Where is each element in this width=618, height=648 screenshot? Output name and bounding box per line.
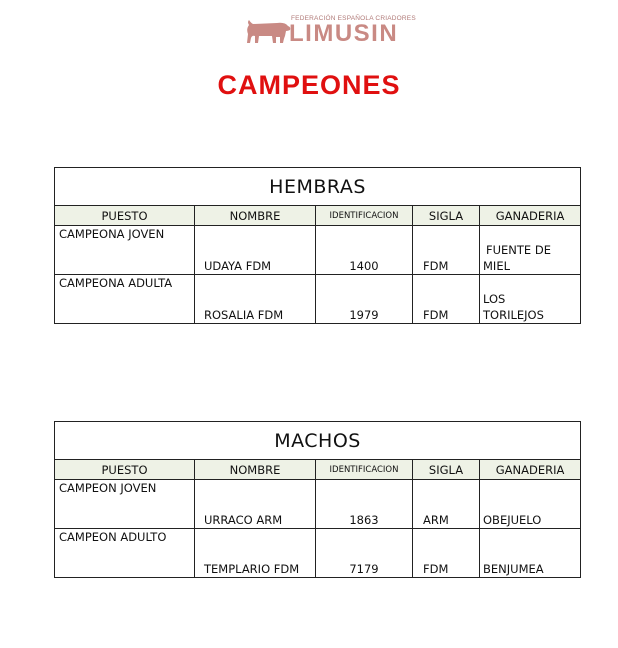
nombre-cell: URRACO ARM <box>195 480 316 529</box>
table-row <box>55 529 581 578</box>
column-header-sigla: SIGLA <box>413 206 480 226</box>
column-header-identificacion: IDENTIFICACION <box>316 206 413 226</box>
identificacion-cell: 1979 <box>316 275 413 324</box>
table-row <box>55 226 581 275</box>
puesto-cell: CAMPEONA ADULTA <box>55 275 195 324</box>
column-header-nombre: NOMBRE <box>195 460 316 480</box>
sigla-cell: FDM <box>413 529 480 578</box>
identificacion-cell: 1400 <box>316 226 413 275</box>
hembras-table <box>54 167 581 324</box>
column-header-puesto: PUESTO <box>55 460 195 480</box>
ganaderia-line-1: LOS <box>483 292 506 306</box>
ganaderia-cell <box>480 226 581 275</box>
sigla-cell: ARM <box>413 480 480 529</box>
federation-text: FEDERACIÓN ESPAÑOLA CRIADORES <box>291 15 416 22</box>
column-header-puesto: PUESTO <box>55 206 195 226</box>
ganaderia-line-2: MIEL <box>483 259 510 273</box>
brand-name: LIMUSIN <box>289 20 399 47</box>
sigla-cell: FDM <box>413 275 480 324</box>
ganaderia-line-1: FUENTE DE <box>486 243 551 257</box>
column-header-identificacion: IDENTIFICACION <box>316 460 413 480</box>
ganaderia-cell: OBEJUELO <box>480 480 581 529</box>
puesto-cell: CAMPEONA JOVEN <box>55 226 195 275</box>
ganaderia-cell <box>480 275 581 324</box>
column-header-ganaderia: GANADERIA <box>480 206 581 226</box>
hembras-heading: HEMBRAS <box>55 168 581 206</box>
ganaderia-cell: BENJUMEA <box>480 529 581 578</box>
puesto-cell: CAMPEON JOVEN <box>55 480 195 529</box>
puesto-cell: CAMPEON ADULTO <box>55 529 195 578</box>
nombre-cell: TEMPLARIO FDM <box>195 529 316 578</box>
sigla-cell: FDM <box>413 226 480 275</box>
column-header-sigla: SIGLA <box>413 460 480 480</box>
bull-icon <box>243 16 293 46</box>
machos-heading: MACHOS <box>55 422 581 460</box>
identificacion-cell: 7179 <box>316 529 413 578</box>
column-header-ganaderia: GANADERIA <box>480 460 581 480</box>
machos-table <box>54 421 581 578</box>
table-row <box>55 275 581 324</box>
identificacion-cell: 1863 <box>316 480 413 529</box>
column-header-nombre: NOMBRE <box>195 206 316 226</box>
ganaderia-line-2: TORILEJOS <box>483 308 544 322</box>
nombre-cell: UDAYA FDM <box>195 226 316 275</box>
logo <box>243 14 416 48</box>
page-title: CAMPEONES <box>217 70 401 100</box>
nombre-cell: ROSALIA FDM <box>195 275 316 324</box>
table-row <box>55 480 581 529</box>
